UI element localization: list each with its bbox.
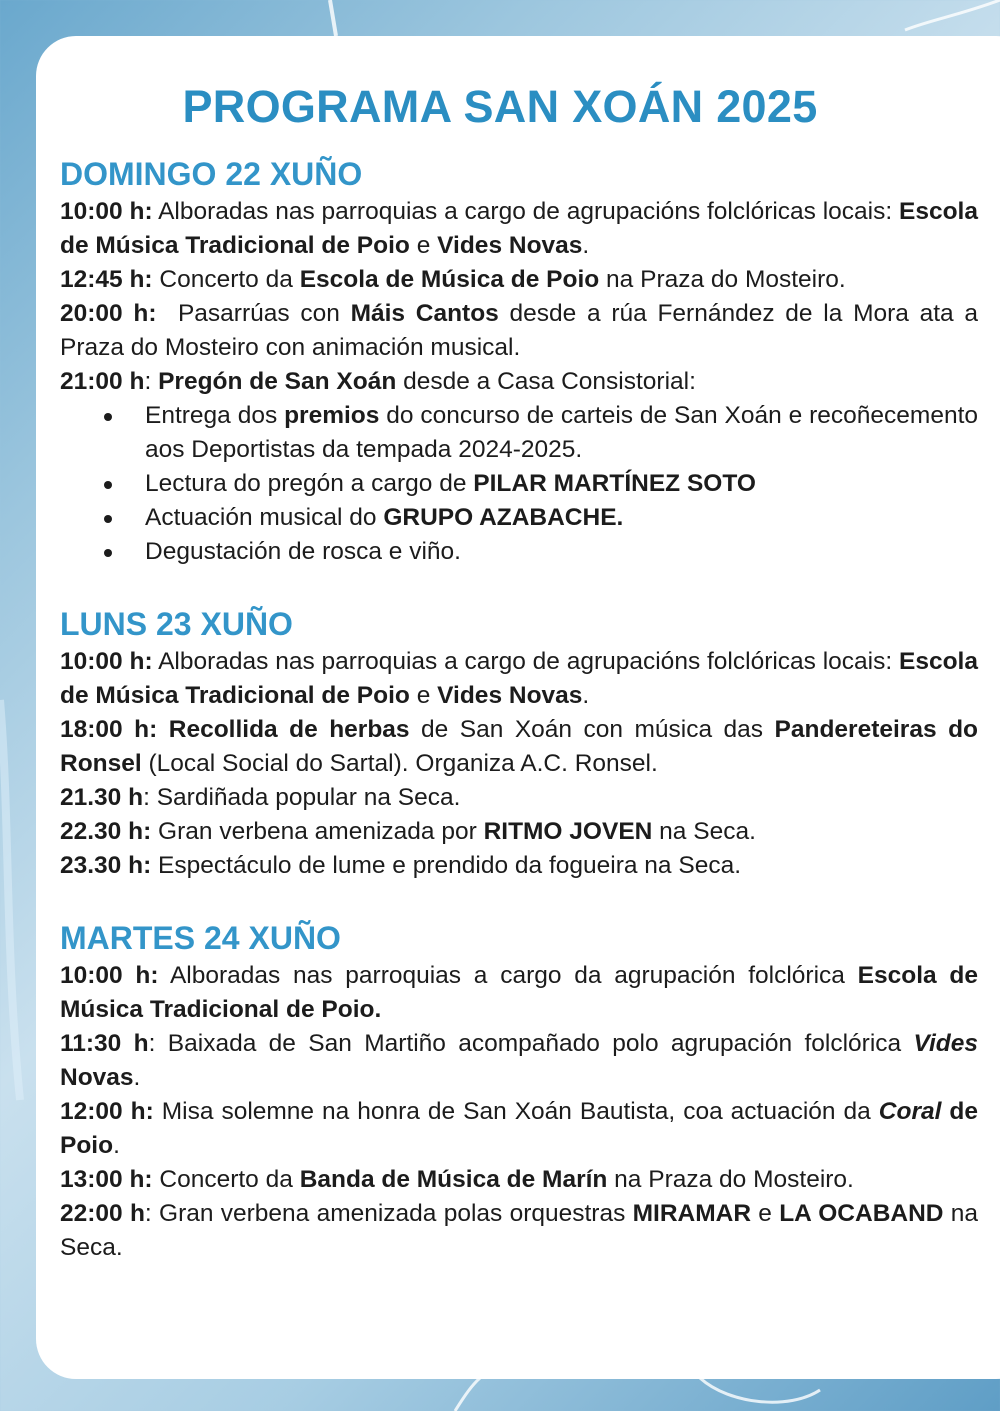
day-heading: LUNS 23 XUÑO <box>60 606 293 642</box>
list-item: Entrega dos premios do concurso de carteis de San Xoán e recoñecemento aos Deportistas da tempada 2024-2025. <box>60 399 978 467</box>
schedule-item: 18:00 h: Recollida de herbas de San Xoán con música das Pandereteiras do Ronsel (Local Social do Sartal). Organiza A.C. Ronsel. <box>60 716 978 777</box>
schedule-item: 23.30 h: Espectáculo de lume e prendido da fogueira na Seca. <box>60 852 742 879</box>
schedule-item: 12:00 h: Misa solemne na honra de San Xoán Bautista, coa actuación da Coral de Poio. <box>60 1098 978 1159</box>
schedule-item: 10:00 h: Alboradas nas parroquias a cargo de agrupacións folclóricas locais: Escola de Música Tradicional de Poio e Vides Novas. <box>60 648 978 709</box>
bullet-icon <box>104 481 112 489</box>
bullet-icon <box>104 515 112 523</box>
schedule-item: 13:00 h: Concerto da Banda de Música de Marín na Praza do Mosteiro. <box>60 1166 854 1193</box>
schedule-item: 22.30 h: Gran verbena amenizada por RITMO JOVEN na Seca. <box>60 818 756 845</box>
page-title: PROGRAMA SAN XOÁN 2025 <box>182 81 818 132</box>
bullet-icon <box>104 549 112 557</box>
schedule-item: 11:30 h: Baixada de San Martiño acompañado polo agrupación folclórica Vides Novas. <box>60 1030 978 1091</box>
schedule-item: 21:00 h: Pregón de San Xoán desde a Casa Consistorial: <box>60 368 696 395</box>
day-heading: MARTES 24 XUÑO <box>60 920 341 956</box>
schedule-item: 22:00 h: Gran verbena amenizada polas orquestras MIRAMAR e LA OCABAND na Seca. <box>60 1200 979 1261</box>
day-heading: DOMINGO 22 XUÑO <box>60 156 363 192</box>
list-item: Lectura do pregón a cargo de PILAR MARTÍNEZ SOTO <box>60 467 978 501</box>
schedule-item: 20:00 h: Pasarrúas con Máis Cantos desde a rúa Fernández de la Mora ata a Praza do Mosteiro con animación musical. <box>60 300 979 361</box>
bullet-icon <box>104 413 112 421</box>
list-item: Degustación de rosca e viño. <box>60 535 978 569</box>
bullet-list <box>60 399 978 569</box>
schedule-item: 10:00 h: Alboradas nas parroquias a cargo da agrupación folclórica Escola de Música Tradicional de Poio. <box>60 962 978 1023</box>
schedule-item: 21.30 h: Sardiñada popular na Seca. <box>60 784 461 811</box>
list-item: Actuación musical do GRUPO AZABACHE. <box>60 501 978 535</box>
schedule-item: 10:00 h: Alboradas nas parroquias a cargo de agrupacións folclóricas locais: Escola de Música Tradicional de Poio e Vides Novas. <box>60 198 978 259</box>
schedule-item: 12:45 h: Concerto da Escola de Música de Poio na Praza do Mosteiro. <box>60 266 846 293</box>
program-content <box>60 80 978 1265</box>
